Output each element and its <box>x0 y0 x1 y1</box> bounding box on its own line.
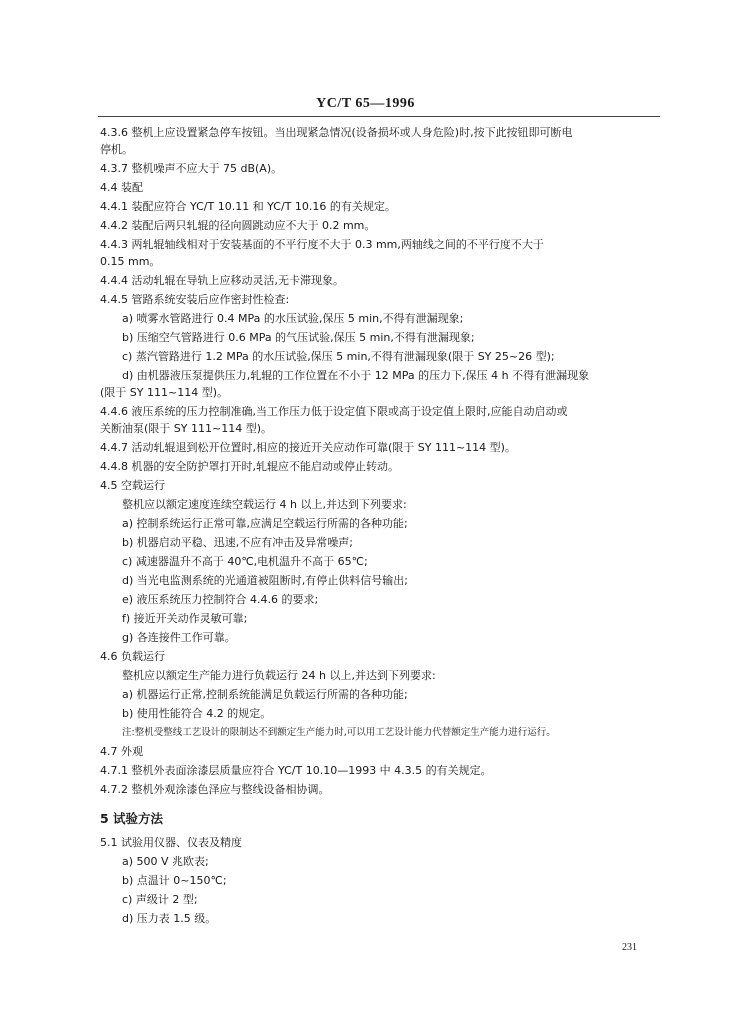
heading-4-4: 4.4 装配 <box>100 181 143 194</box>
list-item: b) 使用性能符合 4.2 的规定。 <box>122 707 272 720</box>
list-item: f) 接近开关动作灵敏可靠; <box>122 612 248 625</box>
clause-4-4-5: 4.4.5 管路系统安装后应作密封性检查: <box>100 293 290 306</box>
heading-4-7: 4.7 外观 <box>100 745 143 758</box>
clause-4-4-2: 4.4.2 装配后两只轧辊的径向圆跳动应不大于 0.2 mm。 <box>100 219 376 232</box>
clause-4-7-1: 4.7.1 整机外表面涂漆层质量应符合 YC/T 10.10—1993 中 4.3.5 的有关规定。 <box>100 764 492 777</box>
list-item: c) 减速器温升不高于 40℃,电机温升不高于 65℃; <box>122 555 368 568</box>
heading-5-1: 5.1 试验用仪器、仪表及精度 <box>100 836 242 849</box>
section-heading-5: 5 试验方法 <box>100 811 164 826</box>
list-item: a) 控制系统运行正常可靠,应满足空载运行所需的各种功能; <box>122 517 408 530</box>
list-item: d) 压力表 1.5 级。 <box>122 912 217 925</box>
clause-4-3-7: 4.3.7 整机噪声不应大于 75 dB(A)。 <box>100 162 283 175</box>
list-item: a) 机器运行正常,控制系统能满足负载运行所需的各种功能; <box>122 688 408 701</box>
paragraph: 整机应以额定生产能力进行负载运行 24 h 以上,并达到下列要求: <box>122 669 436 682</box>
list-item: g) 各连接件工作可靠。 <box>122 631 236 644</box>
clause-4-4-4: 4.4.4 活动轧辊在导轨上应移动灵活,无卡滞现象。 <box>100 274 344 287</box>
page-header: YC/T 65—1996 <box>316 96 415 111</box>
list-item: c) 声级计 2 型; <box>122 893 198 906</box>
list-item: b) 机器启动平稳、迅速,不应有冲击及异常噪声; <box>122 536 353 549</box>
note: 注:整机受整线工艺设计的限制达不到额定生产能力时,可以用工艺设计能力代替额定生产能力进行运行。 <box>122 727 556 738</box>
clause-4-4-1: 4.4.1 装配应符合 YC/T 10.11 和 YC/T 10.16 的有关规定。 <box>100 200 396 213</box>
clause-4-4-6: 4.4.6 液压系统的压力控制准确,当工作压力低于设定值下限或高于设定值上限时,应能自动启动或 <box>100 405 568 418</box>
clause-4-4-6-cont: 关断油泵(限于 SY 111~114 型)。 <box>100 422 272 435</box>
clause-4-7-2: 4.7.2 整机外观涂漆色泽应与整线设备相协调。 <box>100 783 330 796</box>
list-item: e) 液压系统压力控制符合 4.4.6 的要求; <box>122 593 319 606</box>
clause-4-4-7: 4.4.7 活动轧辊退到松开位置时,相应的接近开关应动作可靠(限于 SY 111~114 型)。 <box>100 441 516 454</box>
list-item: a) 500 V 兆欧表; <box>122 855 209 868</box>
clause-4-3-6-cont: 停机。 <box>100 143 133 156</box>
clause-4-4-8: 4.4.8 机器的安全防护罩打开时,轧辊应不能启动或停止转动。 <box>100 460 399 473</box>
list-item: d) 当光电监测系统的光通道被阻断时,有停止供料信号输出; <box>122 574 408 587</box>
list-item: c) 蒸汽管路进行 1.2 MPa 的水压试验,保压 5 min,不得有泄漏现象(限于 SY 25~26 型); <box>122 350 555 363</box>
clause-4-3-6: 4.3.6 整机上应设置紧急停车按钮。当出现紧急情况(设备损坏或人身危险)时,按下此按钮即可断电 <box>100 126 573 139</box>
header-rule <box>98 116 660 117</box>
clause-4-4-3: 4.4.3 两轧辊轴线相对于安装基面的不平行度不大于 0.3 mm,两轴线之间的不平行度不大于 <box>100 238 544 251</box>
list-item: a) 喷雾水管路进行 0.4 MPa 的水压试验,保压 5 min,不得有泄漏现象; <box>122 312 464 325</box>
clause-4-4-3-cont: 0.15 mm。 <box>100 255 161 268</box>
list-item-cont: (限于 SY 111~114 型)。 <box>100 386 228 399</box>
heading-4-6: 4.6 负载运行 <box>100 650 165 663</box>
list-item: d) 由机器液压泵提供压力,轧辊的工作位置在不小于 12 MPa 的压力下,保压 4 h 不得有泄漏现象 <box>122 369 590 382</box>
list-item: b) 压缩空气管路进行 0.6 MPa 的气压试验,保压 5 min,不得有泄漏现象; <box>122 331 475 344</box>
heading-4-5: 4.5 空载运行 <box>100 479 165 492</box>
page-number: 231 <box>622 942 637 953</box>
document-body <box>100 124 662 927</box>
paragraph: 整机应以额定速度连续空载运行 4 h 以上,并达到下列要求: <box>122 498 407 511</box>
list-item: b) 点温计 0~150℃; <box>122 874 227 887</box>
